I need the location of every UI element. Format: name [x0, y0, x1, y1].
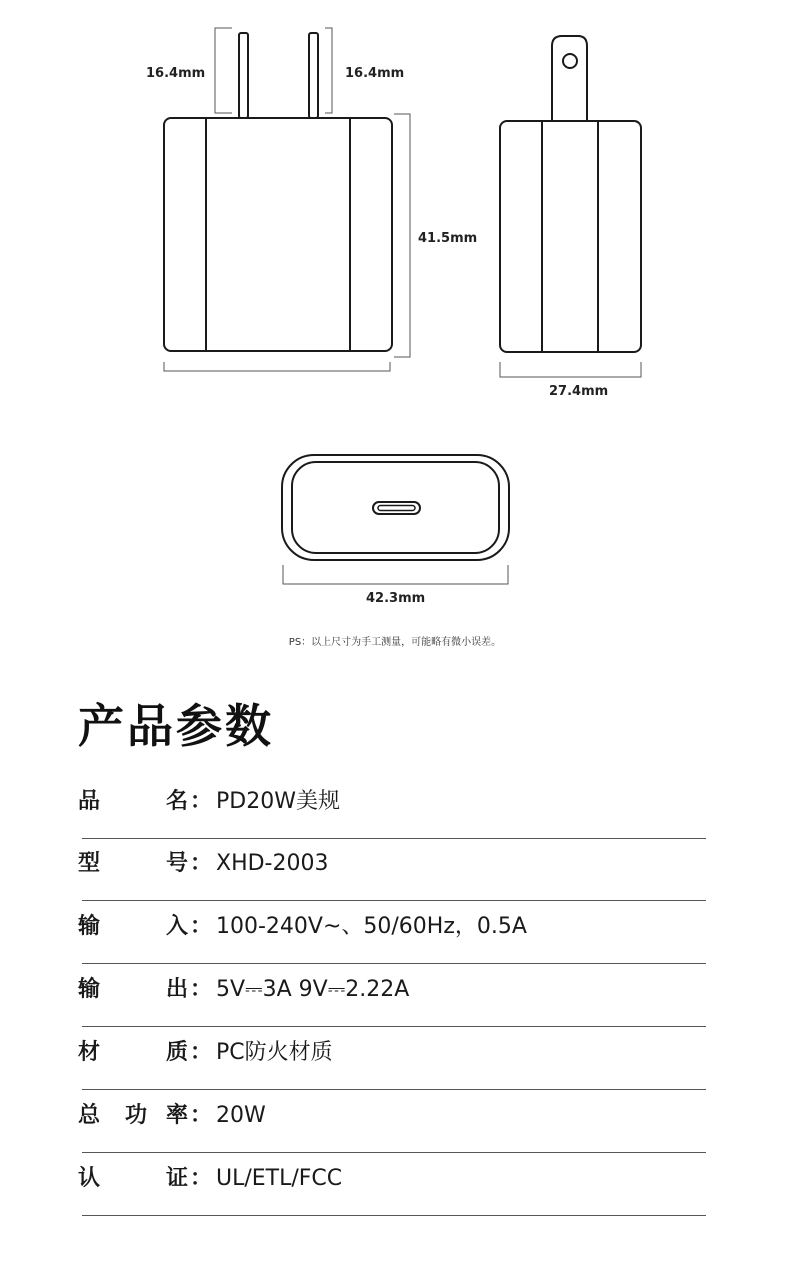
- spec-value: UL/ETL/FCC: [216, 1166, 343, 1191]
- spec-key-char: 入: [166, 914, 189, 939]
- spec-key-char: 出: [166, 977, 189, 1002]
- spec-value: 100-240V~、50/60Hz，0.5A: [216, 914, 527, 939]
- pin-right-dimension: 16.4mm: [345, 66, 405, 81]
- spec-value: 5V⎓3A 9V⎓2.22A: [216, 977, 410, 1002]
- spec-key-char: 输: [78, 914, 101, 939]
- spec-row-power: [78, 1090, 706, 1153]
- charger-front-view: [164, 118, 392, 351]
- spec-key-char: 证: [166, 1166, 189, 1191]
- spec-row-output: [78, 964, 706, 1027]
- prong-left: [239, 33, 248, 118]
- section-title: 产品参数: [78, 699, 274, 753]
- spec-value: XHD-2003: [216, 851, 329, 876]
- depth-dimension: 27.4mm: [549, 384, 609, 399]
- spec-key-char: 品: [78, 789, 101, 814]
- height-dimension: 41.5mm: [418, 231, 478, 246]
- spec-row-certification: [78, 1153, 706, 1216]
- spec-key-char: 输: [78, 977, 101, 1002]
- prong-right: [309, 33, 318, 118]
- pin-left-dimension: 16.4mm: [146, 66, 206, 81]
- spec-colon: ：: [190, 851, 213, 876]
- spec-colon: ：: [190, 1040, 213, 1065]
- spec-colon: ：: [190, 789, 213, 814]
- usb-c-port: [373, 502, 420, 514]
- width-dimension: 42.3mm: [366, 591, 426, 606]
- charger-side-view: [500, 121, 641, 352]
- spec-key-char: 型: [78, 851, 101, 876]
- spec-colon: ：: [190, 977, 213, 1002]
- charger-bottom-view: [282, 455, 509, 560]
- spec-value: PD20W美规: [216, 789, 340, 814]
- spec-colon: ：: [190, 1166, 213, 1191]
- spec-key-char: 材: [78, 1040, 101, 1065]
- spec-row-model: [78, 838, 706, 901]
- spec-value: 20W: [216, 1103, 266, 1128]
- spec-key-char: 总: [78, 1103, 101, 1128]
- spec-row-name: [78, 776, 706, 839]
- spec-value: PC防火材质: [216, 1040, 333, 1065]
- spec-key-char: 率: [166, 1103, 189, 1128]
- spec-row-input: [78, 901, 706, 964]
- spec-row-material: [78, 1027, 706, 1090]
- spec-colon: ：: [190, 914, 213, 939]
- prong-hole: [563, 54, 577, 68]
- spec-colon: ：: [190, 1103, 213, 1128]
- prong-side: [552, 36, 587, 121]
- spec-key-char: 号: [166, 851, 189, 876]
- spec-key-char: 认: [78, 1166, 101, 1191]
- spec-key-char: 功: [125, 1103, 148, 1128]
- spec-key-char: 质: [166, 1040, 189, 1065]
- spec-key-char: 名: [166, 789, 189, 814]
- measurement-note: PS：以上尺寸为手工测量，可能略有微小误差。: [288, 637, 502, 648]
